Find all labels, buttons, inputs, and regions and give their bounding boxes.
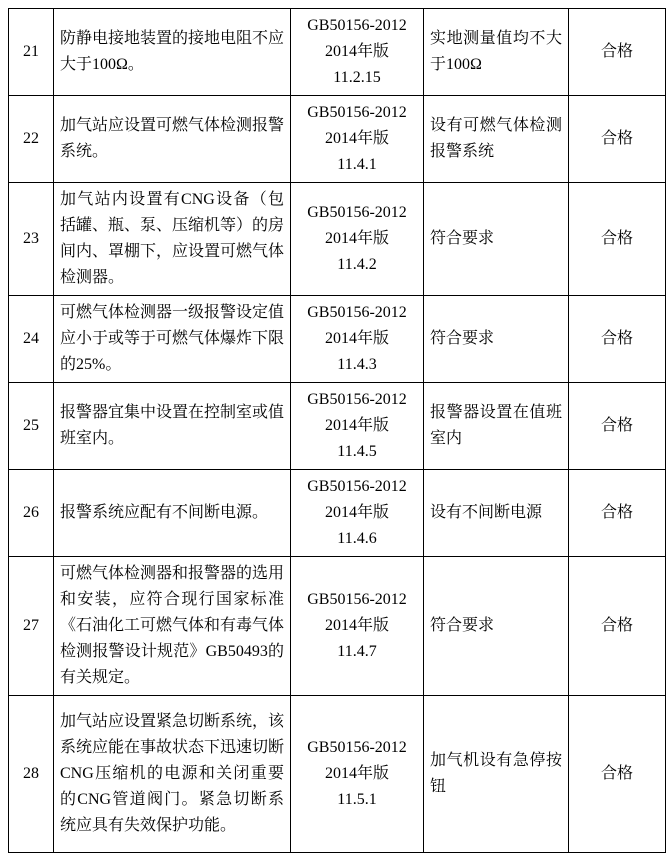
standard-edition: 2014年版 [324, 130, 389, 147]
cell-requirement: 防静电接地装置的接地电阻不应大于100Ω。 [54, 9, 291, 96]
cell-item-number: 21 [9, 9, 54, 96]
standard-code: GB50156-2012 [307, 391, 407, 408]
cell-result: 合格 [569, 296, 666, 383]
standard-clause: 11.2.15 [333, 69, 381, 86]
table-row [9, 9, 666, 96]
standard-code: GB50156-2012 [307, 304, 407, 321]
cell-finding: 报警器设置在值班室内 [424, 383, 569, 470]
standard-edition: 2014年版 [324, 230, 389, 247]
cell-item-number: 23 [9, 183, 54, 296]
cell-standard [291, 96, 424, 183]
cell-finding: 符合要求 [424, 557, 569, 696]
cell-requirement: 报警系统应配有不间断电源。 [54, 470, 291, 557]
table-page-region [8, 8, 666, 853]
table-row [9, 296, 666, 383]
standard-code: GB50156-2012 [307, 17, 407, 34]
table-row [9, 96, 666, 183]
cell-item-number: 22 [9, 96, 54, 183]
cell-requirement: 可燃气体检测器和报警器的选用和安装，应符合现行国家标准《石油化工可燃气体和有毒气体检测报警设计规范》GB50493的有关规定。 [54, 557, 291, 696]
cell-result: 合格 [569, 96, 666, 183]
inspection-table [8, 8, 666, 853]
cell-standard [291, 696, 424, 853]
standard-edition: 2014年版 [324, 330, 389, 347]
cell-finding: 实地测量值均不大于100Ω [424, 9, 569, 96]
cell-standard [291, 557, 424, 696]
cell-finding: 加气机设有急停按钮 [424, 696, 569, 853]
cell-finding: 符合要求 [424, 296, 569, 383]
cell-requirement: 报警器宜集中设置在控制室或值班室内。 [54, 383, 291, 470]
standard-code: GB50156-2012 [307, 104, 407, 121]
cell-result: 合格 [569, 383, 666, 470]
standard-clause: 11.4.1 [337, 156, 377, 173]
table-row [9, 557, 666, 696]
cell-result: 合格 [569, 183, 666, 296]
standard-code: GB50156-2012 [307, 739, 407, 756]
standard-edition: 2014年版 [324, 765, 389, 782]
standard-code: GB50156-2012 [307, 478, 407, 495]
cell-requirement: 加气站应设置可燃气体检测报警系统。 [54, 96, 291, 183]
standard-clause: 11.5.1 [337, 791, 377, 808]
cell-item-number: 28 [9, 696, 54, 853]
standard-clause: 11.4.5 [337, 443, 377, 460]
table-row [9, 470, 666, 557]
standard-clause: 11.4.7 [337, 643, 377, 660]
cell-standard [291, 383, 424, 470]
table-row [9, 383, 666, 470]
table-row [9, 696, 666, 853]
cell-item-number: 25 [9, 383, 54, 470]
standard-clause: 11.4.6 [337, 530, 377, 547]
cell-item-number: 27 [9, 557, 54, 696]
standard-edition: 2014年版 [324, 417, 389, 434]
standard-edition: 2014年版 [324, 504, 389, 521]
cell-result: 合格 [569, 470, 666, 557]
cell-requirement: 可燃气体检测器一级报警设定值应小于或等于可燃气体爆炸下限的25%。 [54, 296, 291, 383]
cell-result: 合格 [569, 696, 666, 853]
cell-finding: 设有可燃气体检测报警系统 [424, 96, 569, 183]
cell-item-number: 24 [9, 296, 54, 383]
cell-finding: 设有不间断电源 [424, 470, 569, 557]
cell-finding: 符合要求 [424, 183, 569, 296]
cell-item-number: 26 [9, 470, 54, 557]
inspection-table-body [9, 9, 666, 853]
standard-edition: 2014年版 [324, 43, 389, 60]
cell-standard [291, 183, 424, 296]
table-row [9, 183, 666, 296]
standard-edition: 2014年版 [324, 617, 389, 634]
cell-requirement: 加气站内设置有CNG设备（包括罐、瓶、泵、压缩机等）的房间内、罩棚下，应设置可燃气体检测器。 [54, 183, 291, 296]
cell-standard [291, 296, 424, 383]
cell-standard [291, 470, 424, 557]
standard-code: GB50156-2012 [307, 591, 407, 608]
standard-code: GB50156-2012 [307, 204, 407, 221]
standard-clause: 11.4.2 [337, 256, 377, 273]
cell-requirement: 加气站应设置紧急切断系统，该系统应能在事故状态下迅速切断CNG压缩机的电源和关闭重要的CNG管道阀门。紧急切断系统应具有失效保护功能。 [54, 696, 291, 853]
cell-result: 合格 [569, 9, 666, 96]
cell-result: 合格 [569, 557, 666, 696]
standard-clause: 11.4.3 [337, 356, 377, 373]
cell-standard [291, 9, 424, 96]
